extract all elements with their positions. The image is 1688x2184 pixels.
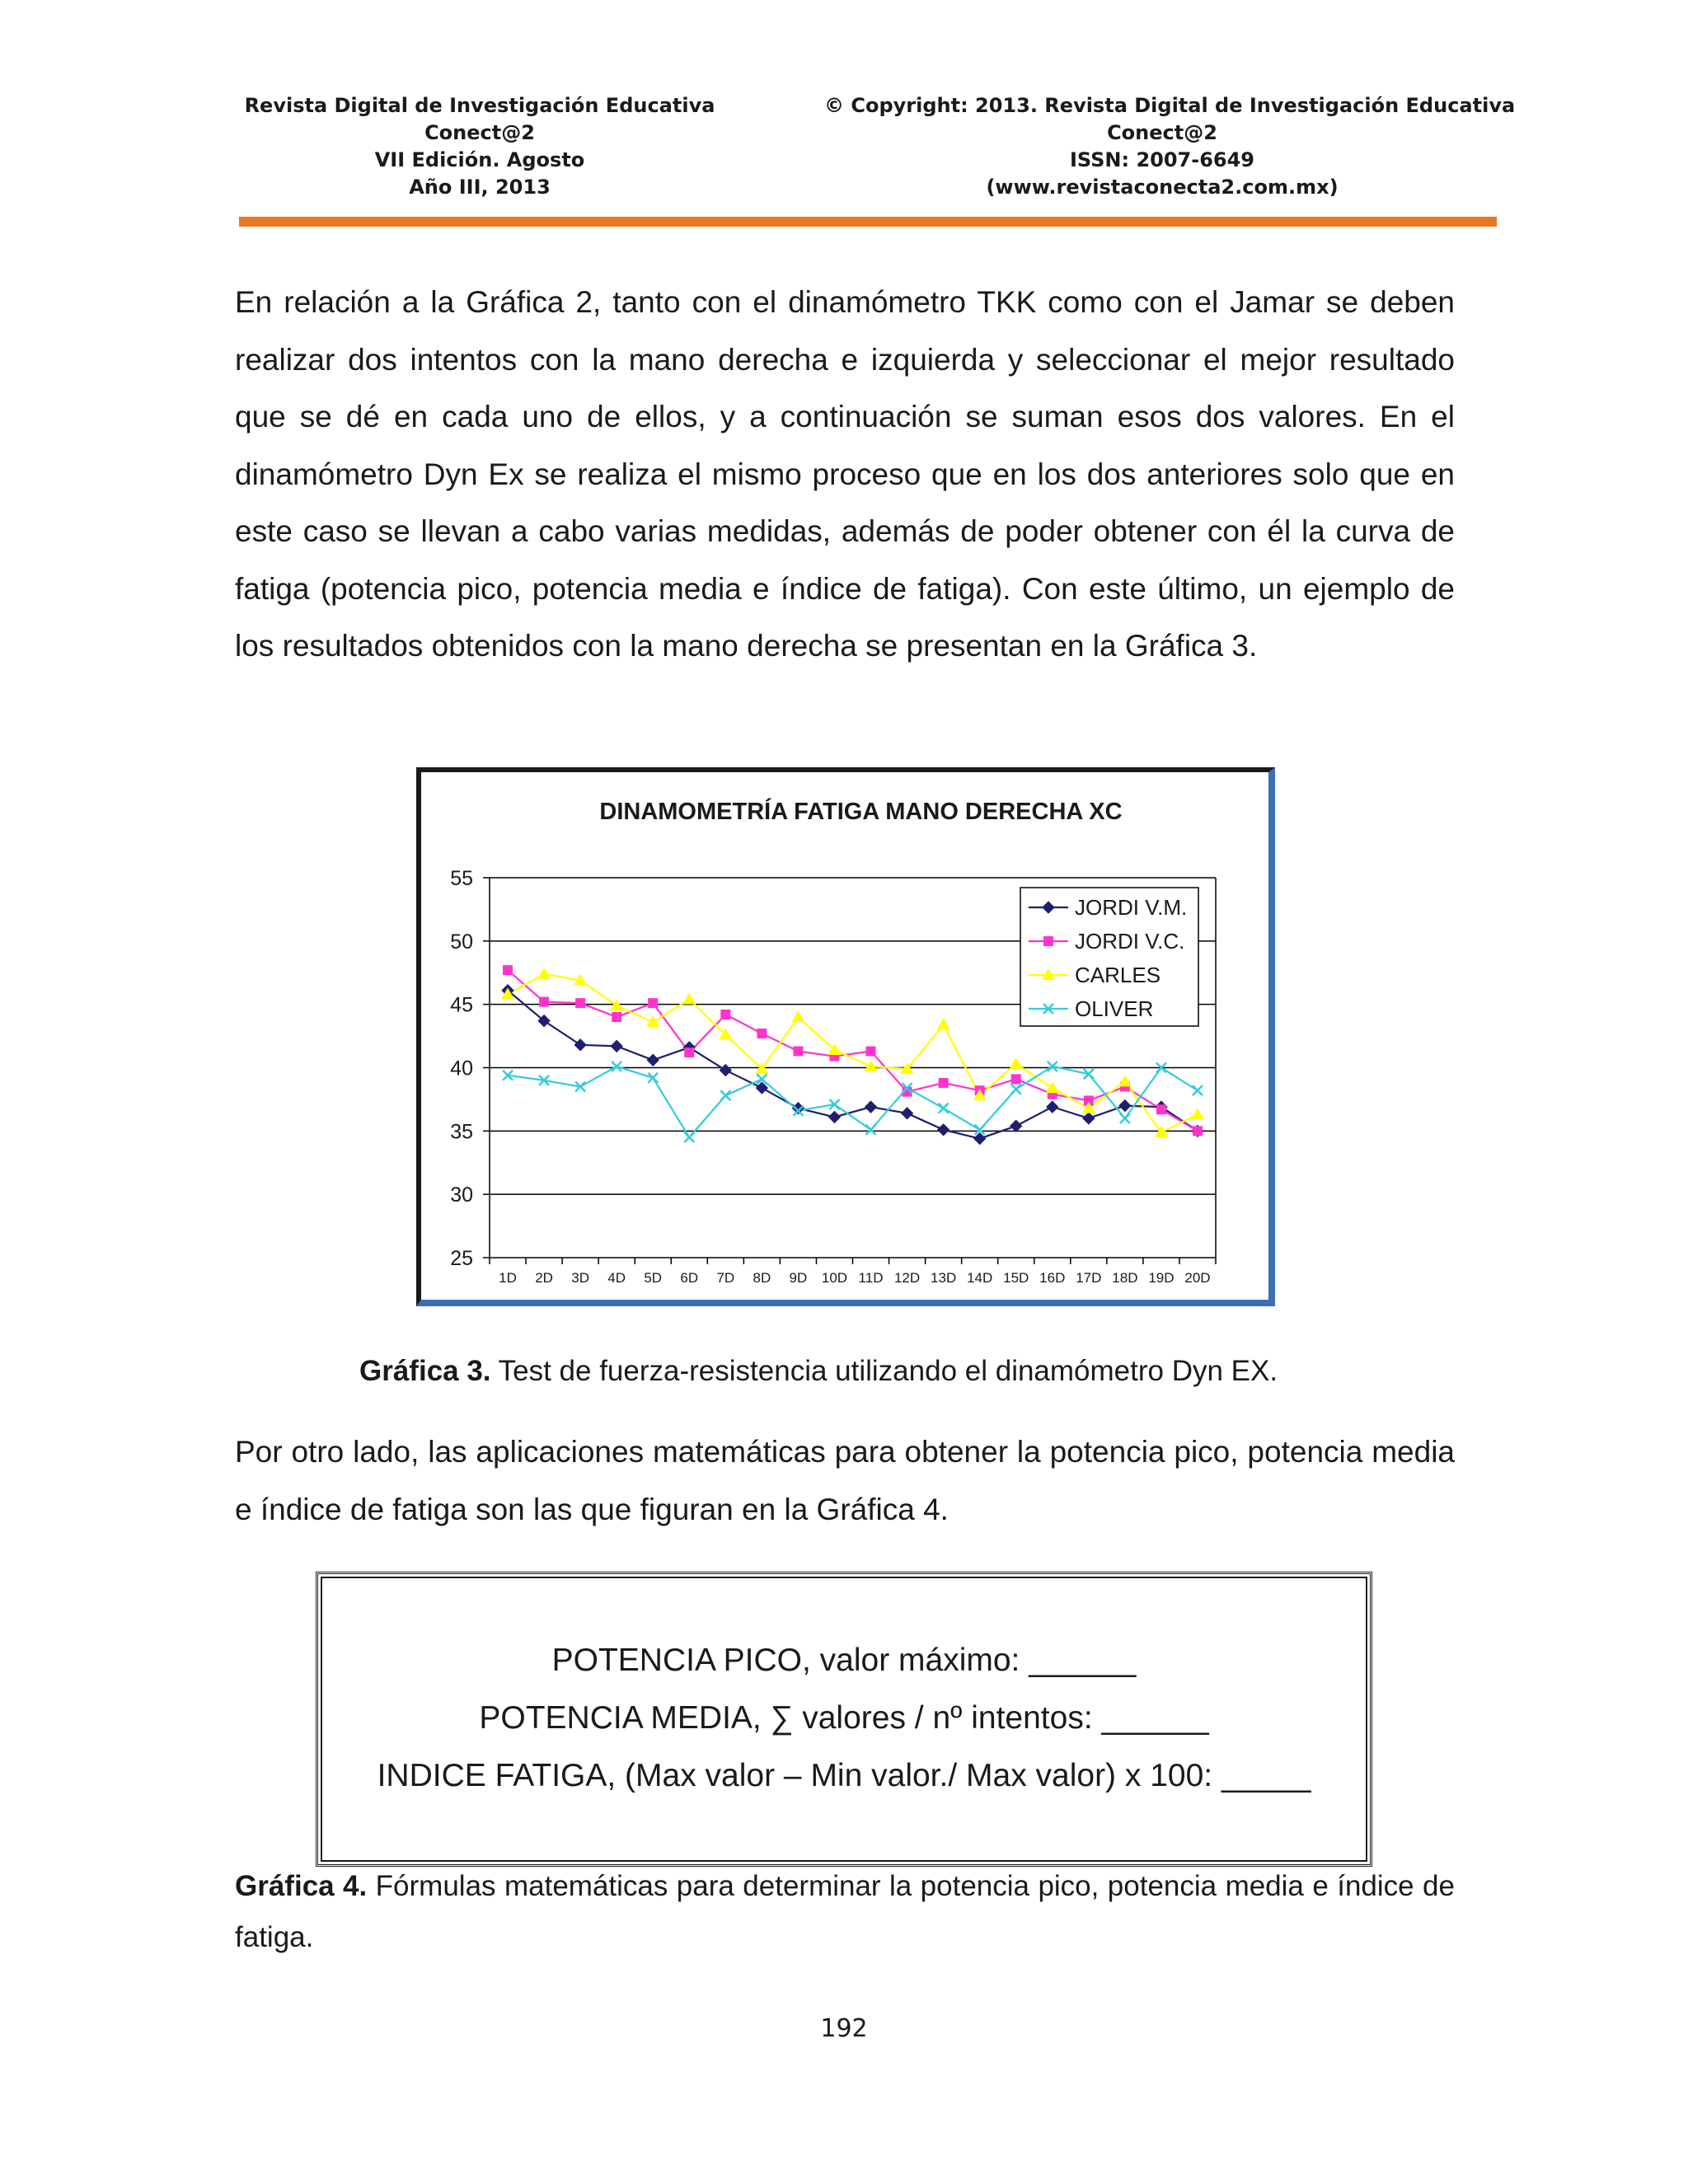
body-paragraph-1: En relación a la Gráfica 2, tanto con el dinamómetro TKK como con el Jamar se deben realizar dos intentos con la mano derecha e izquierda y seleccionar el mejor resultado que se dé en cada uno de ellos, y a continuación se suman esos dos valores. En el dinamómetro Dyn Ex se realiza el mismo proceso que en los dos anteriores solo que en este caso se llevan a cabo varias medidas, además de poder obtener con él la curva de fatiga (potencia pico, potencia media e índice de fatiga). Con este último, un ejemplo de los resultados obtenidos con la mano derecha se presentan en la Gráfica 3.: [235, 285, 1455, 663]
y-tick-label: 55: [450, 867, 473, 890]
series-2-point: [865, 1060, 878, 1071]
formula-box: [316, 1572, 1372, 1867]
issn: ISSN: 2007-6649: [1069, 148, 1254, 171]
series-2-point: [937, 1018, 950, 1029]
x-tick-label: 1D: [499, 1270, 517, 1286]
legend-label: JORDI V.M.: [1075, 895, 1188, 920]
series-2-point: [1010, 1057, 1023, 1069]
series-1-point: [1156, 1104, 1166, 1114]
series-0-point: [1047, 1101, 1058, 1113]
x-tick-label: 18D: [1112, 1270, 1138, 1286]
series-1-point: [539, 997, 549, 1007]
formula-mean-power: POTENCIA MEDIA, ∑ valores / nº intentos: ______: [479, 1700, 1209, 1736]
figure-3-caption: [359, 1345, 1431, 1397]
legend-marker: [1043, 936, 1053, 946]
series-1-point: [612, 1012, 621, 1022]
x-tick-label: 17D: [1076, 1270, 1102, 1286]
series-2-point: [537, 968, 551, 979]
series-0-point: [1083, 1113, 1095, 1124]
series-0-point: [720, 1065, 731, 1076]
page-number: 192: [820, 2014, 868, 2043]
series-1-point: [757, 1029, 767, 1038]
header-rule: [239, 217, 1497, 227]
figure-4-caption: [235, 1861, 1455, 1963]
x-tick-label: 11D: [858, 1270, 884, 1286]
year: Año III, 2013: [409, 176, 551, 199]
body-paragraph-2: Por otro lado, las aplicaciones matemáticas para obtener la potencia pico, potencia media e índice de fatiga son las que figuran en la Gráfica 4.: [235, 1435, 1455, 1526]
x-tick-label: 3D: [571, 1270, 589, 1286]
series-2-point: [682, 993, 696, 1005]
x-tick-label: 19D: [1148, 1270, 1175, 1286]
series-0-point: [611, 1040, 622, 1052]
series-1-point: [648, 998, 658, 1008]
series-0-point: [1119, 1100, 1131, 1112]
x-tick-label: 14D: [967, 1270, 993, 1286]
series-2-point: [1118, 1075, 1132, 1086]
journal-name: Revista Digital de Investigación Educativa: [244, 94, 715, 117]
fatigue-line-chart: [421, 772, 1268, 1300]
series-0-point: [902, 1108, 913, 1119]
y-tick-label: 50: [450, 930, 473, 954]
series-0-point: [865, 1101, 877, 1113]
x-tick-label: 2D: [535, 1270, 553, 1286]
x-tick-label: 15D: [1003, 1270, 1029, 1286]
x-tick-label: 6D: [680, 1270, 699, 1286]
journal-header-right: [824, 92, 1516, 201]
series-1-point: [575, 998, 585, 1008]
series-1-point: [1011, 1074, 1021, 1084]
x-tick-label: 10D: [821, 1270, 848, 1286]
y-tick-label: 35: [450, 1120, 473, 1144]
series-0-point: [1010, 1120, 1022, 1132]
series-2-point: [646, 1015, 659, 1027]
series-1-point: [939, 1078, 949, 1088]
y-tick-label: 40: [450, 1057, 473, 1080]
figure-4-label: Gráfica 4.: [235, 1870, 368, 1902]
x-tick-label: 12D: [893, 1270, 921, 1286]
series-1-point: [1193, 1126, 1203, 1136]
figure-3-text: Test de fuerza-resistencia utilizando el dinamómetro Dyn EX.: [490, 1355, 1278, 1387]
journal-header-left: [241, 92, 719, 201]
journal-short-name-right: Conect@2: [1107, 121, 1217, 144]
series-2-point: [1191, 1108, 1204, 1119]
series-2-point: [791, 1010, 804, 1022]
series-0-point: [792, 1103, 804, 1114]
x-tick-label: 9D: [789, 1270, 808, 1286]
x-tick-label: 8D: [753, 1270, 771, 1286]
formula-fatigue-index: INDICE FATIGA, (Max valor – Min valor./ Max valor) x 100: _____: [377, 1758, 1311, 1793]
series-1-point: [684, 1047, 694, 1057]
y-tick-label: 30: [450, 1183, 473, 1207]
legend-label: CARLES: [1075, 963, 1161, 987]
x-tick-label: 13D: [931, 1270, 957, 1286]
website: (www.revistaconecta2.com.mx): [986, 176, 1339, 199]
series-1-point: [793, 1047, 803, 1057]
series-1-point: [503, 965, 513, 975]
series-0-point: [828, 1111, 840, 1122]
chart-frame: [416, 767, 1275, 1306]
figure-3-label: Gráfica 3.: [359, 1355, 491, 1387]
series-0-point: [574, 1039, 586, 1051]
legend-label: OLIVER: [1075, 996, 1154, 1021]
formula-peak-power: POTENCIA PICO, valor máximo: ______: [551, 1643, 1137, 1678]
x-tick-label: 4D: [607, 1270, 626, 1286]
series-0-point: [938, 1124, 950, 1136]
series-line-3: [508, 1066, 1198, 1137]
figure-4-text: Fórmulas matemáticas para determinar la potencia pico, potencia media e índice de fatiga.: [235, 1870, 1455, 1953]
series-1-point: [720, 1010, 730, 1019]
journal-short-name: Conect@2: [424, 121, 535, 144]
y-tick-label: 45: [450, 993, 473, 1017]
x-tick-label: 20D: [1184, 1270, 1211, 1286]
copyright: © Copyright: 2013. Revista Digital de Investigación Educativa: [824, 94, 1516, 117]
series-0-point: [647, 1054, 659, 1066]
legend-label: JORDI V.C.: [1075, 929, 1185, 954]
series-2-point: [1046, 1081, 1059, 1093]
series-1-point: [866, 1047, 876, 1057]
x-tick-label: 7D: [716, 1270, 735, 1286]
y-tick-label: 25: [450, 1247, 473, 1270]
x-tick-label: 5D: [644, 1270, 663, 1286]
chart-title: DINAMOMETRÍA FATIGA MANO DERECHA XC: [599, 799, 1123, 825]
x-tick-label: 16D: [1039, 1270, 1066, 1286]
edition: VII Edición. Agosto: [374, 148, 585, 171]
